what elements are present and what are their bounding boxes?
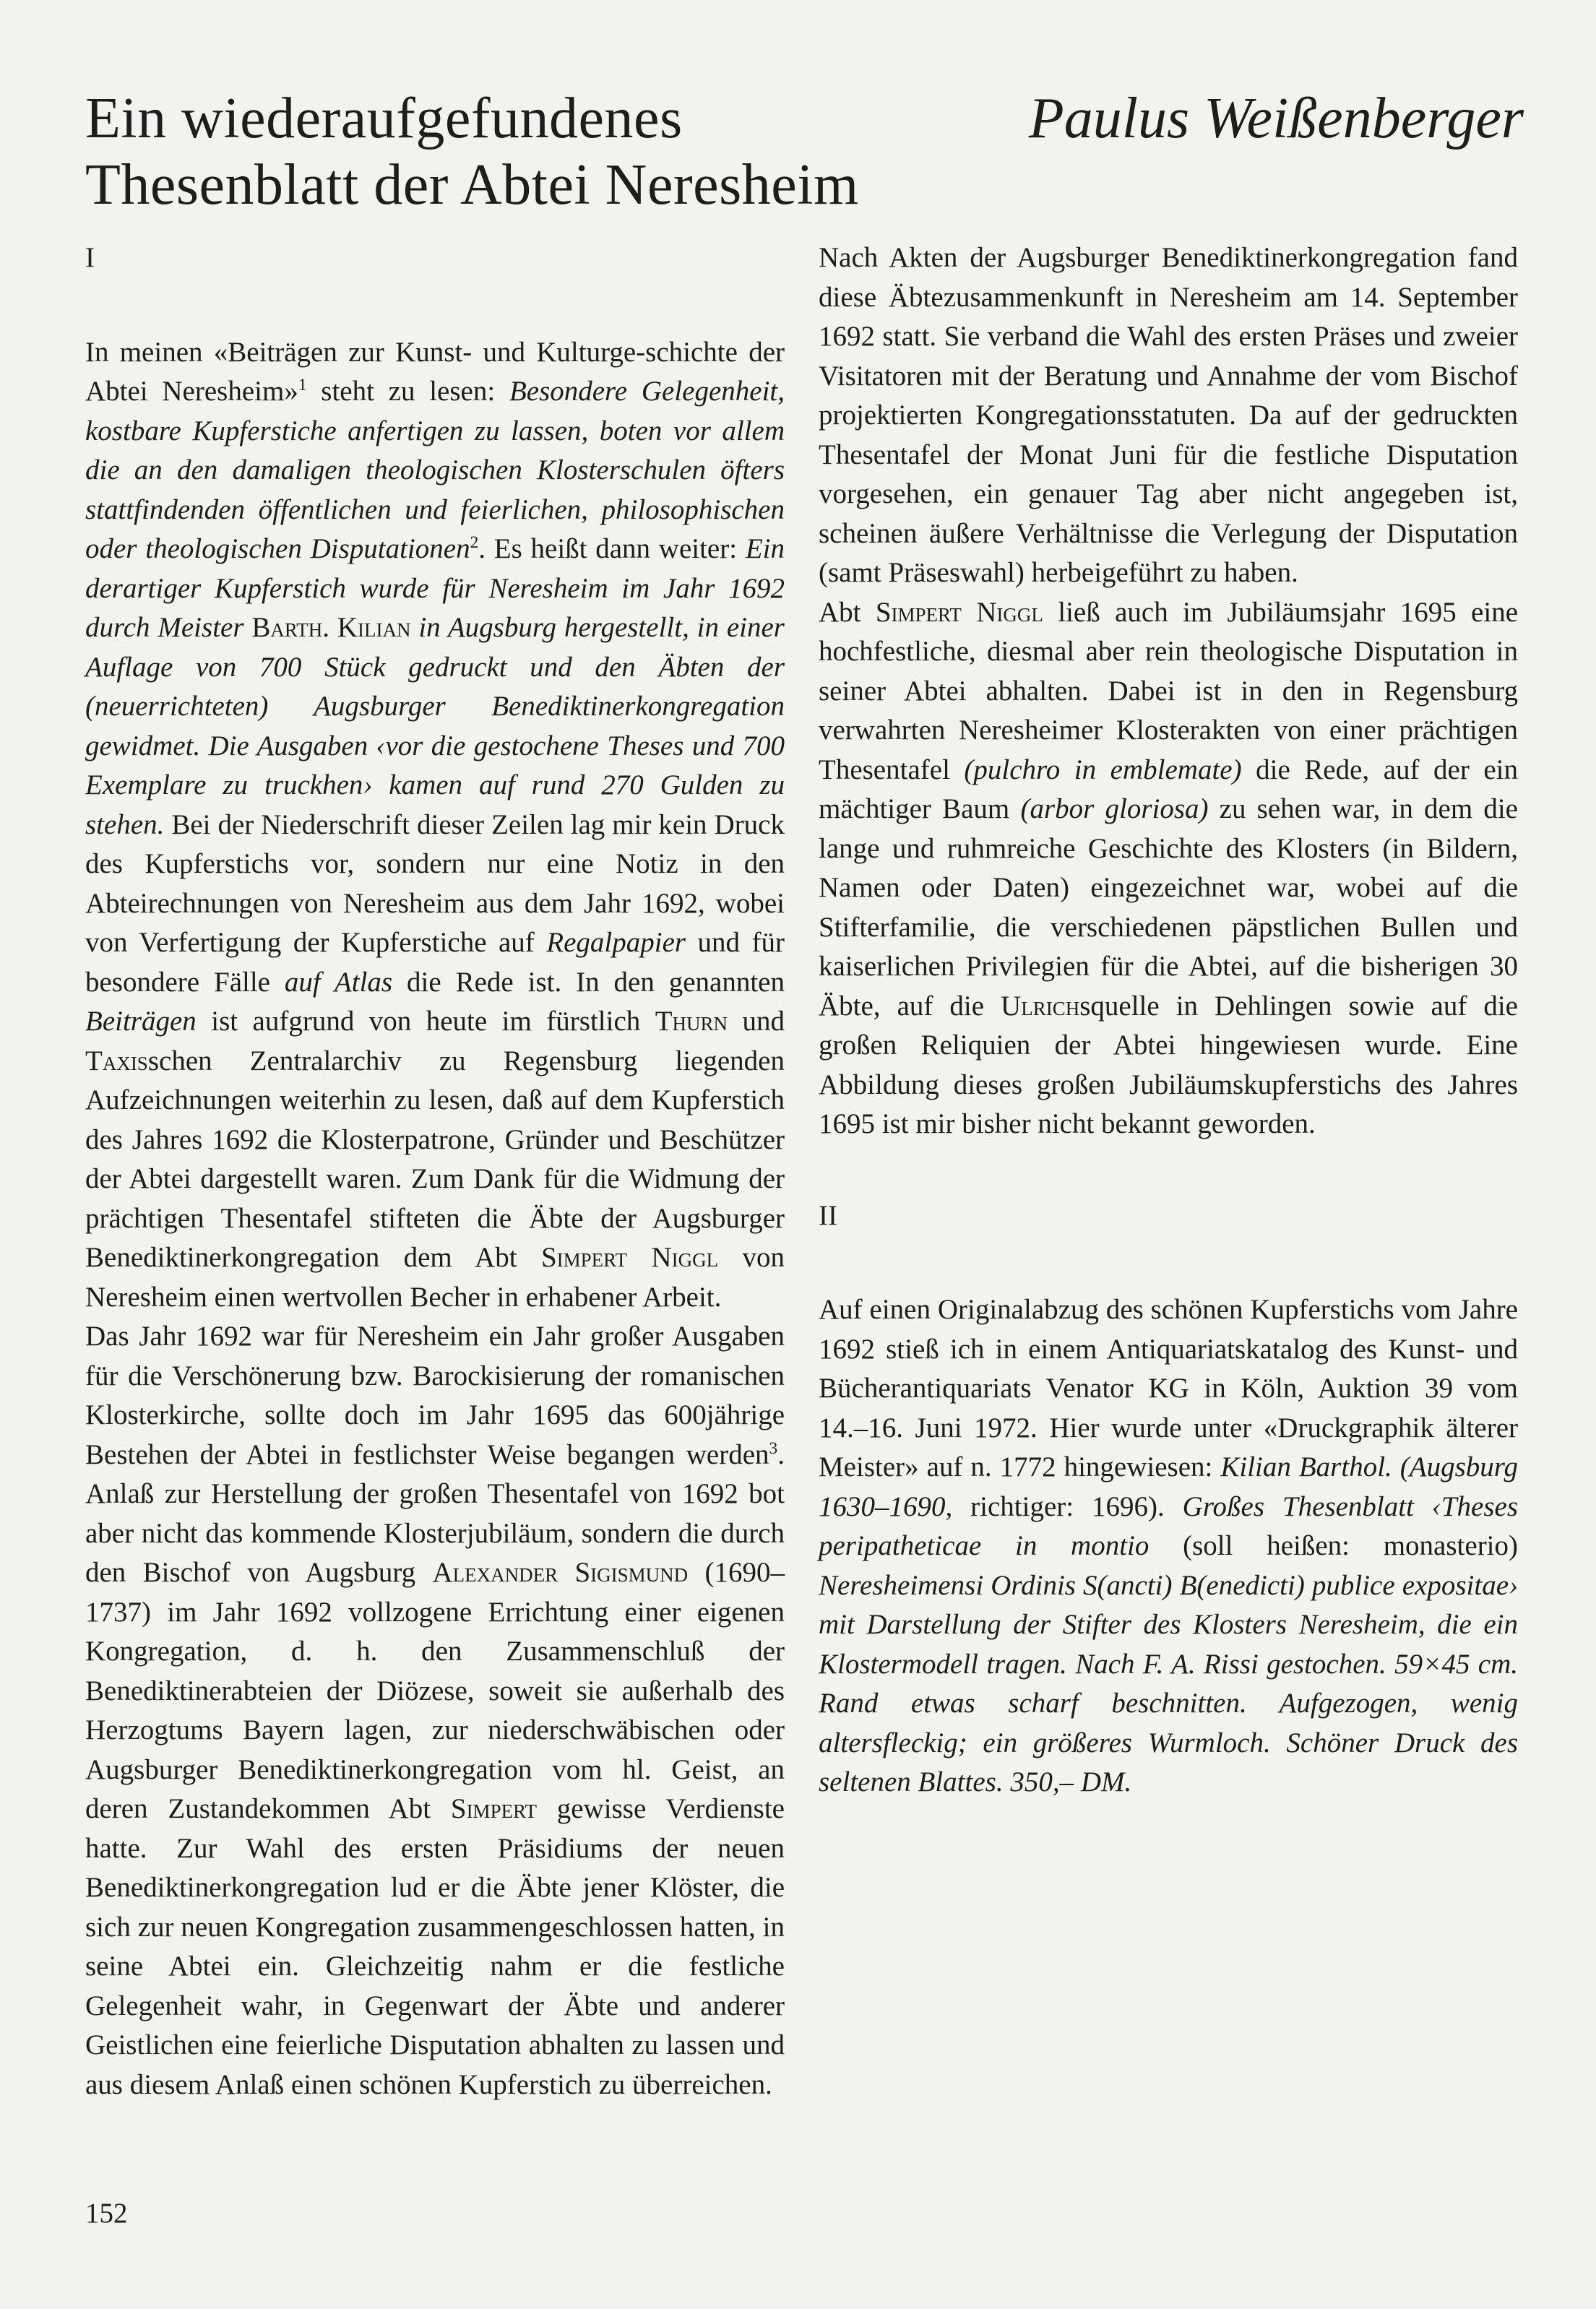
author-name: Paulus Weißenberger	[1028, 87, 1524, 150]
paragraph-4: Abt Simpert Niggl ließ auch im Jubiläumsjahr 1695 eine hochfestliche, diesmal aber rein theologische Disputation in seiner Abtei abhalten. Dabei ist in den in Regensburg verwahrten Neresheimer Klosterakten von einer prächtigen Thesentafel (pulchro in emblemate) die Rede, auf der ein mächtiger Baum (arbor gloriosa) zu sehen war, in dem die lange und ruhmreiche Geschichte des Klosters (in Bildern, Namen oder Daten) eingezeichnet war, wobei auf die Stifterfamilie, die verschiedenen päpstlichen Bullen und kaiserlichen Privilegien für die Abtei, auf die bisherigen 30 Äbte, auf die Ulrichsquelle in Dehlingen sowie auf die großen Reliquien der Abtei hingewiesen wurde. Eine Abbildung dieses großen Jubiläumskupferstichs des Jahres 1695 ist mir bisher nicht bekannt geworden.	[819, 596, 1519, 1139]
section-heading-2: II	[819, 1199, 837, 1231]
paragraph-3: Nach Akten der Augsburger Benediktinerkongregation fand diese Äbtezusammenkunft in Neresheim am 14. September 1692 statt. Sie verband die Wahl des ersten Präses und zweier Visitatoren mit der Beratung und Annahme der vom Bischof projektierten Kongregationsstatuten. Da auf der gedruckten Thesentafel der Monat Juni für die festliche Disputation vorgesehen, ein genauer Tag aber nicht angegeben ist, scheinen äußere Verhältnisse die Verlegung der Disputation (samt Präseswahl) herbeigeführt zu haben.	[819, 242, 1518, 588]
paragraph-2: Das Jahr 1692 war für Neresheim ein Jahr großer Ausgaben für die Verschönerung bzw. Barockisierung der romanischen Klosterkirche, sollte doch im Jahr 1695 das 600jährige Bestehen der Abtei in festlichster Weise begangen werden$^3$. Anlaß zur Herstellung der großen Thesentafel von 1692 bot aber nicht das kommende Klosterjubiläum, sondern die durch den Bischof von Augsburg Alexander Sigismund (1690–1737) im Jahr 1692 vollzogene Errichtung einer eigenen Kongregation, d. h. den Zusammenschluß der Benediktinerabteien der Diözese, soweit sie außerhalb des Herzogtums Bayern lagen, zur niederschwäbischen oder Augsburger Benediktinerkongregation vom hl. Geist, an deren Zustandekommen Abt Simpert gewisse Verdienste hatte. Zur Wahl des ersten Präsidiums der neuen Benediktinerkongregation lud er die Äbte jener Klöster, die sich zur neuen Kongregation zusammengeschlossen hatten, in seine Abtei ein. Gleichzeitig nahm er die festliche Gelegenheit wahr, in Gegenwart der Äbte und anderer Geistlichen eine feierliche Disputation abhalten zu lassen und aus diesem Anlaß einen schönen Kupferstich zu überreichen.	[85, 1321, 785, 2100]
footnote-ref-2[interactable]: 2	[470, 533, 479, 552]
left-column	[85, 238, 785, 2105]
article-title-line-1: Ein wiederaufgefundenes	[85, 87, 683, 150]
footnote-ref-1[interactable]: 1	[298, 376, 307, 394]
paragraph-1: In meinen «Beiträgen zur Kunst- und Kulturge-schichte der Abtei Neresheim»$^1$ steht zu lesen: Besondere Gelegenheit, kostbare Kupferstiche anfertigen zu lassen, boten vor allem die an den damaligen theologischen Klosterschulen öfters stattfindenden öffentlichen und feierlichen, philosophischen oder theologischen Disputationen$^2$. Es heißt dann weiter: Ein derartiger Kupferstich wurde für Neresheim im Jahr 1692 durch Meister Barth. Kilian in Augsburg hergestellt, in einer Auflage von 700 Stück gedruckt und den Äbten der (neuerrichteten) Augsburger Benediktinerkongregation gewidmet. Die Ausgaben ‹vor die gestochene Theses und 700 Exemplare zu truckhen› kamen auf rund 270 Gulden zu stehen. Bei der Niederschrift dieser Zeilen lag mir kein Druck des Kupferstichs vor, sondern nur eine Notiz in den Abteirechnungen von Neresheim aus dem Jahr 1692, wobei von Verfertigung der Kupferstiche auf Regalpapier und für besondere Fälle auf Atlas die Rede ist. In den genannten Beiträgen ist aufgrund von heute im fürstlich Thurn und Taxisschen Zentralarchiv zu Regensburg liegenden Aufzeichnungen weiterhin zu lesen, daß auf dem Kupferstich des Jahres 1692 die Klosterpatrone, Gründer und Beschützer der Abtei dargestellt waren. Zum Dank für die Widmung der prächtigen Thesentafel stifteten die Äbte der Augsburger Benediktinerkongregation dem Abt Simpert Niggl von Neresheim einen wertvollen Becher in erhabener Arbeit.	[85, 336, 785, 1313]
article-title	[85, 85, 859, 218]
section-heading-1: I	[85, 242, 95, 273]
page-number: 152	[85, 2198, 128, 2229]
right-column	[819, 238, 1518, 1803]
paragraph-5: Auf einen Originalabzug des schönen Kupferstichs vom Jahre 1692 stieß ich in einem Antiquariatskatalog des Kunst- und Bücherantiquariats Venator KG in Köln, Auktion 39 vom 14.–16. Juni 1972. Hier wurde unter «Druckgraphik älterer Meister» auf n. 1772 hingewiesen: Kilian Barthol. (Augsburg 1630–1690, richtiger: 1696). Großes Thesenblatt ‹Theses peripatheticae in montio (soll heißen: monasterio) Neresheimensi Ordinis S(ancti) B(enedicti) publice expositae› mit Darstellung der Stifter des Klosters Neresheim, die ein Klostermodell tragen. Nach F. A. Rissi gestochen. 59×45 cm. Rand etwas scharf beschnitten. Aufgezogen, wenig altersfleckig; ein größeres Wurmloch. Schöner Druck des seltenen Blattes. 350,– DM.	[819, 1294, 1519, 1797]
footnote-ref-3[interactable]: 3	[769, 1438, 778, 1458]
article-title-line-2: Thesenblatt der Abtei Neresheim	[85, 153, 859, 217]
